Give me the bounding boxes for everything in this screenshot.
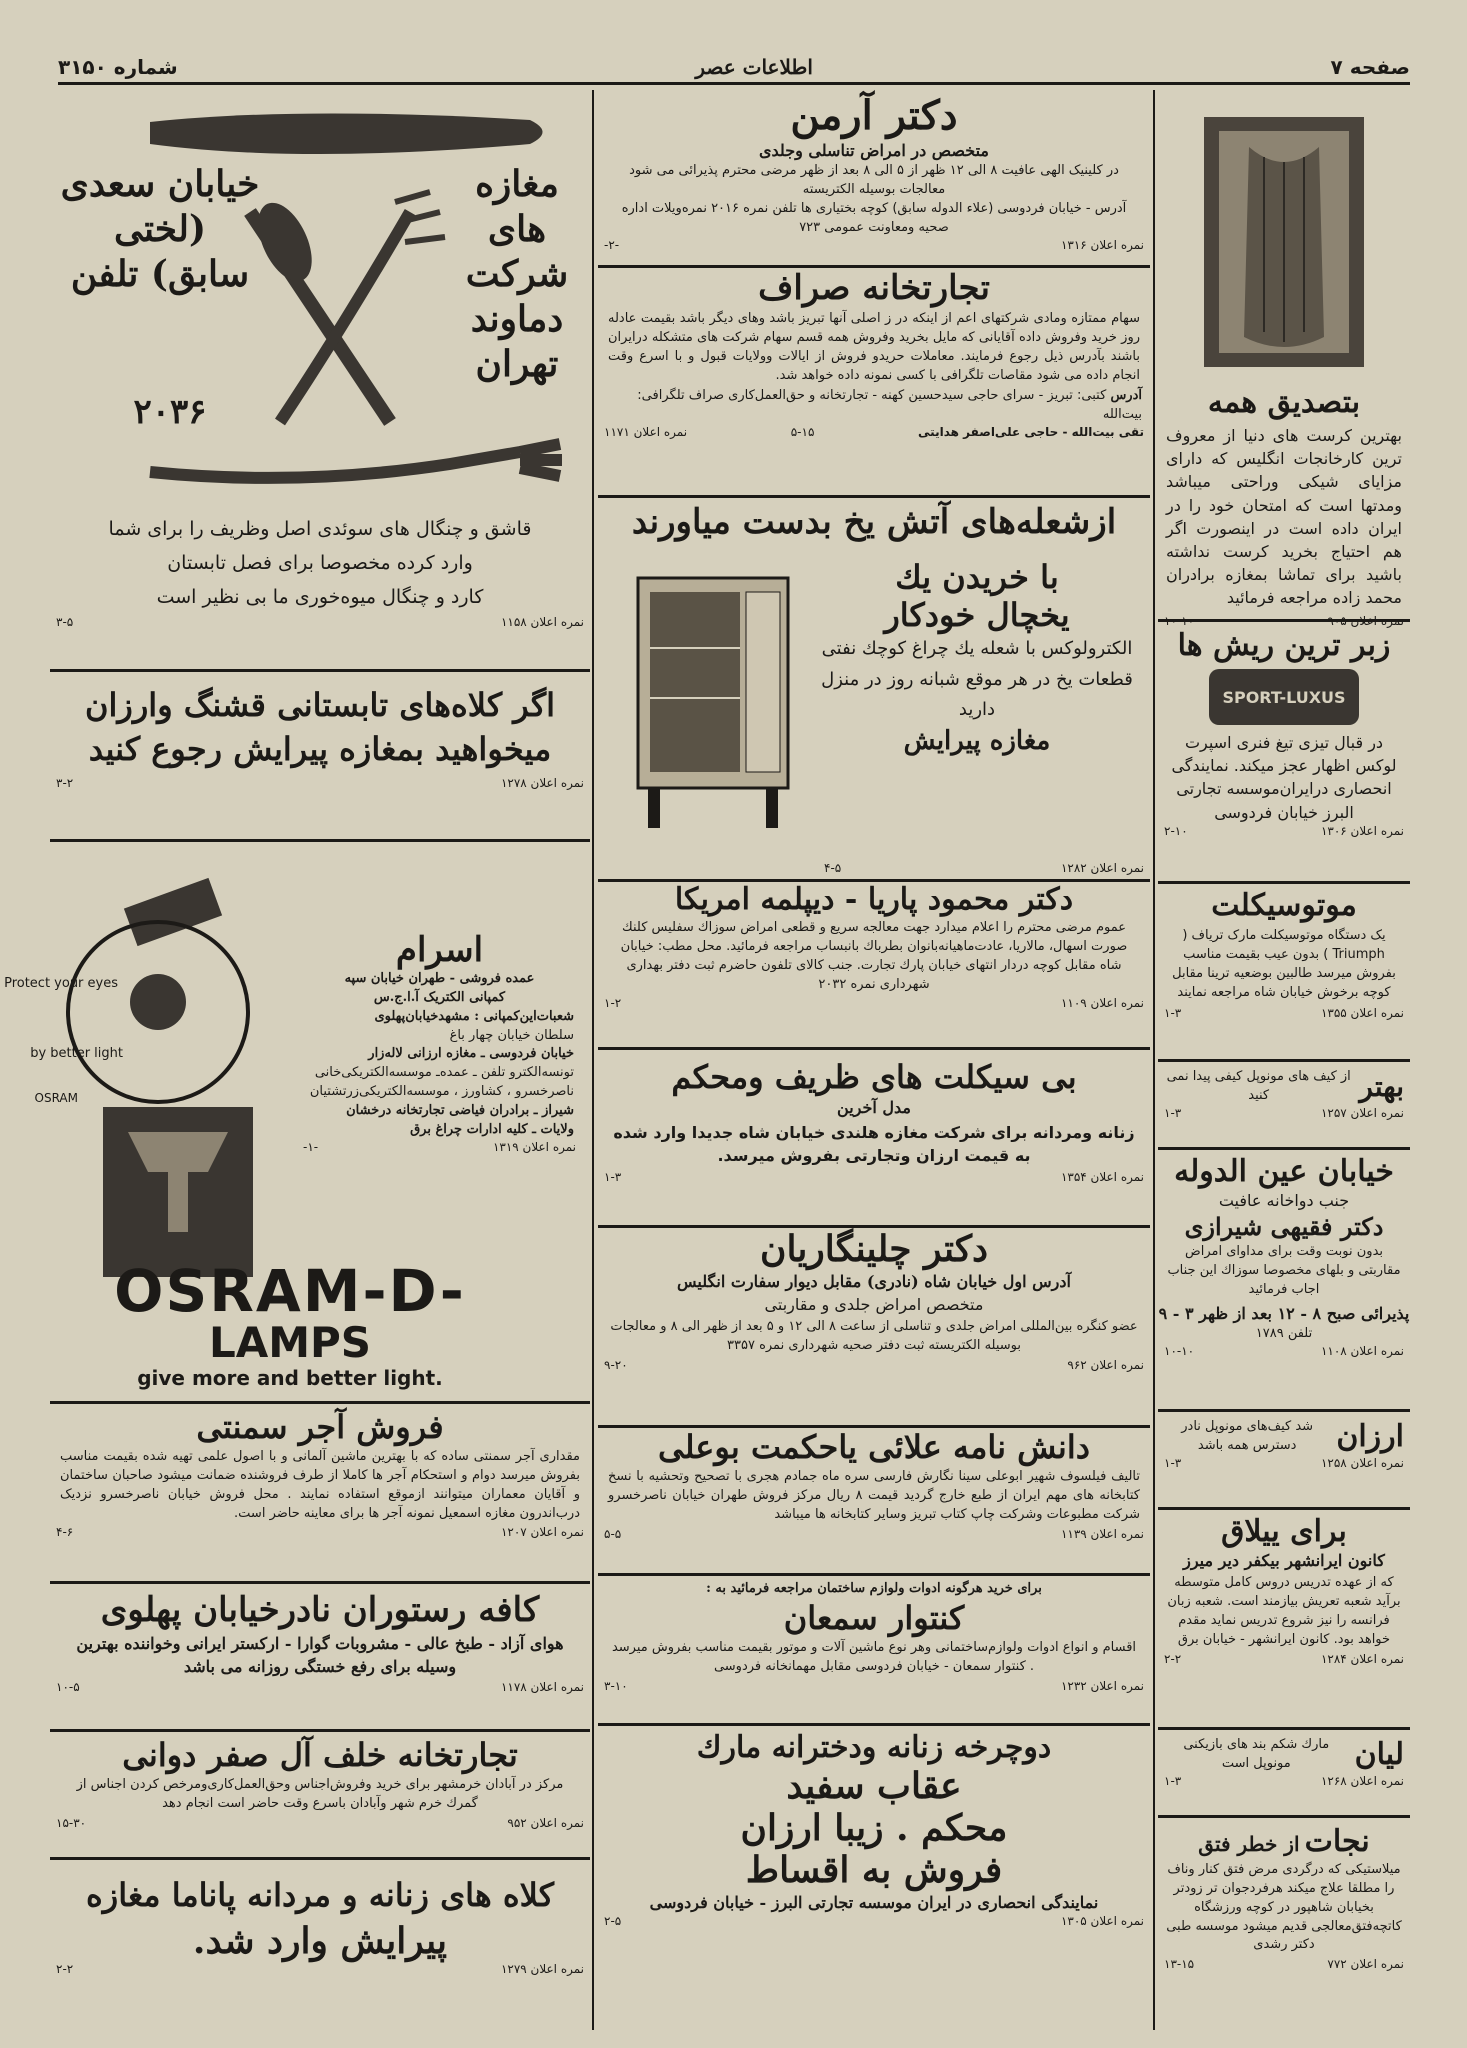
hats-line2: میخواهید بمغازه پیرایش رجوع کنید bbox=[88, 730, 552, 768]
cutlery-line3: کارد و چنگال میوه‌خوری ما بی نظیر است bbox=[156, 586, 484, 609]
osram-line1: عمده فروشی - طهران خیابان سپه bbox=[344, 971, 535, 986]
safar-body: مرکز در آبادان خرمشهر برای خرید وفروش‌اجناس وحق‌العمل‌کاری‌ومرخص کردن اجناس از گمرك خرم شهر وآبادان باسرع وقت حاضر است انجام دهد bbox=[76, 1777, 564, 1811]
lian-ad-number: نمره اعلان ۱۲۶۸ bbox=[1320, 1773, 1404, 1788]
safar-ad bbox=[50, 1732, 590, 1860]
panama-line1: کلاه های زنانه و مردانه پاناما مغازه bbox=[86, 1876, 554, 1914]
bulb-text-2: by better light bbox=[30, 1046, 123, 1061]
osram-ad-code: -۱- bbox=[303, 1139, 319, 1154]
osram-ad-number: نمره اعلان ۱۳۱۹ bbox=[492, 1139, 576, 1154]
corset-title: بتصدیق همه bbox=[1207, 385, 1361, 420]
better-ad-code: ۱-۳ bbox=[1164, 1105, 1182, 1120]
osram-line4: سلطان‌ خیابان چهار باغ bbox=[449, 1027, 574, 1043]
daneshname-body: تالیف فیلسوف شهیر ابوعلی سینا نگارش فارسی سره ماه جمادم هجری با تصحیح وتحشیه با نسخ کتابخانه های مهم ایران از طبع خارج گردید قیمت ۸ ریال مرکز فروش طهران خیابان ناصرخسرو شرکت مطبوعات وشرکت چاپ کتاب تبریز وسایر کتابخانه ها میباشد bbox=[608, 1469, 1140, 1522]
cutlery-ad-number: نمره اعلان ۱۱۵۸ bbox=[500, 614, 584, 629]
panama-ad-number: نمره اعلان ۱۲۷۹ bbox=[500, 1962, 584, 1976]
column-rule-right bbox=[1153, 90, 1155, 2030]
osram-tagline: give more and better light. bbox=[137, 1366, 443, 1391]
sarraf-ad bbox=[598, 268, 1150, 498]
sarraf-names: تقی بیت‌الله - حاجی علی‌اصفر هدایتی bbox=[918, 425, 1144, 440]
cutlery-right-title: خیابان سعدی (لختی سابق) تلفن bbox=[60, 163, 260, 295]
motorcycle-ad-number: نمره اعلان ۱۳۵۵ bbox=[1320, 1006, 1404, 1021]
brick-ad-code: ۴-۶ bbox=[56, 1525, 74, 1540]
cafe-ad-code: ۱۰-۵ bbox=[56, 1680, 80, 1695]
daneshname-title: دانش نامه علائی یاحکمت بوعلی bbox=[658, 1428, 1090, 1466]
ein-doleh-phone: تلفن ۱۷۸۹ bbox=[1255, 1325, 1313, 1341]
hernia-ad-number: نمره اعلان ۷۷۲ bbox=[1327, 1957, 1404, 1972]
osram-line2: کمپانی الکتریک آ.ا.ج.س bbox=[373, 989, 506, 1005]
fridge-ad-number: نمره اعلان ۱۲۸۲ bbox=[1060, 861, 1144, 875]
cheap-body: شد کیف‌های مونوپل نادر دسترس همه باشد bbox=[1181, 1419, 1314, 1453]
fridge-ad-code: ۴-۵ bbox=[824, 861, 842, 875]
razor-blade-graphic bbox=[1209, 669, 1359, 725]
corset-body: بهترین کرست های دنیا از معروف ترین کارخانجات انگلیس که دارای مزایای شیکی وراحتی میباشد ومدتها است که امتحان خود را در ایران داده است در اینصورت اگر هم احتیاج بخرید کرست نداشته باشید برای تماشا بمغازه برادران محمد زاده مراجعه فرمائید bbox=[1166, 426, 1402, 608]
bicycle-ad bbox=[598, 1050, 1150, 1228]
semaan-ad bbox=[598, 1576, 1150, 1726]
lian-title: لیان bbox=[1354, 1737, 1404, 1773]
semaan-title: کنتوار سمعان bbox=[783, 1598, 965, 1637]
razor-ad bbox=[1158, 622, 1410, 884]
paria-ad-number: نمره اعلان ۱۱۰۹ bbox=[1060, 996, 1144, 1011]
fridge-illustration bbox=[628, 568, 798, 838]
lian-body: مارك شکم بند های بازیکنی مونوپل است bbox=[1183, 1737, 1330, 1771]
chelingar-title: دکتر چلینگاریان bbox=[760, 1228, 988, 1270]
semaan-body: اقسام و انواع ادوات ولوازم‌ساختمانی وهر نوع ماشین آلات و موتور بقیمت مناسب بفروش میرسد . کنتوار سمعان - خیابان فردوسی مقابل مهمانخانه فردوسی bbox=[611, 1639, 1137, 1674]
panama-line2: پیرایش وارد شد. bbox=[192, 1920, 448, 1962]
cutlery-phone: ۲۰۳۶ bbox=[133, 392, 207, 432]
yeylagh-ad-number: نمره اعلان ۱۲۸۴ bbox=[1320, 1651, 1404, 1666]
bicycle-subtitle: مدل آخرین bbox=[837, 1098, 911, 1117]
ein-doleh-ad bbox=[1158, 1150, 1410, 1412]
osram-line5: خیابان فردوسی ـ مغازه ارزانی لاله‌زار bbox=[368, 1046, 574, 1062]
osram-line6: تونسه‌الکترو تلفن ـ عمده‌ـ موسسه‌الکتریکی‌خانی bbox=[314, 1065, 574, 1081]
daneshname-ad-code: ۵-۵ bbox=[604, 1526, 622, 1541]
osram-line3: شعبات‌این‌کمپانی : مشهد‌خیابان‌پهلوی bbox=[374, 1008, 574, 1024]
armen-subtitle: متخصص در امراض تناسلی وجلدی bbox=[759, 141, 989, 160]
cheap-title: ارزان bbox=[1336, 1419, 1404, 1455]
hernia-ad-code: ۱۳-۱۵ bbox=[1164, 1957, 1195, 1972]
daneshname-ad bbox=[598, 1428, 1150, 1576]
sarraf-ad-number: نمره اعلان ۱۱۷۱ bbox=[604, 425, 688, 440]
paria-title: دکتر محمود پاریا - دیپلمه امریکا bbox=[674, 882, 1074, 917]
motorcycle-title: موتوسیکلت bbox=[1211, 888, 1357, 923]
chelingar-ad-number: نمره اعلان ۹۶۲ bbox=[1067, 1358, 1144, 1373]
brick-ad bbox=[50, 1404, 590, 1584]
osram-title: اسرام bbox=[395, 930, 484, 970]
better-body: از کیف های مونوپل کیفی پیدا نمی کنید bbox=[1166, 1069, 1351, 1103]
cafe-ad-number: نمره اعلان ۱۱۷۸ bbox=[500, 1680, 584, 1695]
safar-ad-code: ۱۵-۳۰ bbox=[56, 1815, 87, 1830]
osram-line8: شیراز ـ برادران فیاضی تجارتخانه درخشان bbox=[346, 1102, 574, 1118]
sarraf-address: کتبی: تبریز - سرای حاجی سیدحسین کهنه - تجارتخانه و حق‌العمل‌کاری صراف تلگرافی: بیت‌الله bbox=[637, 388, 1142, 423]
ein-doleh-line1: جنب دواخانه عافیت bbox=[1218, 1191, 1350, 1210]
armen-title: دکتر آرمن bbox=[790, 92, 958, 139]
armen-body: در کلینیک الهی عافیت ۸ الی ۱۲ ظهر از ۵ الی ۸ بعد از ظهر مرضی محترم پذیرائی می شود معالجات بوسیله الکتریسته bbox=[629, 163, 1119, 198]
panama-ad bbox=[50, 1860, 590, 2018]
osram-logo bbox=[90, 1257, 490, 1391]
newspaper-name: اطلاعات عصر bbox=[695, 55, 813, 79]
motorcycle-body: یک دستگاه موتوسیکلت مارک تریاف ( Triumph ) بدون عیب بقیمت مناسب بفروش میرسد طالبین بوضعیه ترینا مقابل کوچه برخوش خیابان شاه مراجعه نمایند bbox=[1172, 928, 1396, 1000]
hats-ad-code: ۳-۲ bbox=[56, 776, 74, 790]
paria-body: عموم مرضی محترم را اعلام میدارد جهت معالجه سریع و قطعی امراض سوزاك سفلیس کلنك صورت اسهال، مالاریا، عادت‌ماهیانه‌بانوان بطرباك بانبساب مراجعه فرمائید. محل مطب: خیابان شاه مقابل کوچه دردار انتهای خیابان پارك تجارت. جنب کالای تلفون حاضرم ثبت دفتر بهداری شهرداری نمره ۲۰۳۲ bbox=[620, 920, 1128, 992]
sarraf-title: تجارتخانه صراف bbox=[758, 268, 990, 308]
brick-body: مقداری آجر سمنتی ساده که با بهترین ماشین آلمانی و با اصول علمی تهیه شده بقیمت مناسب بفروش میرسد دوام و استحکام آجر ها کاملا از طرف فروشنده ضمانت میشود صاحبان ساختمان و آقایان معماران میتوانند ازموقع استفاده نمایند . محل فروش خیابان ناصرخسرو نزدیک درب‌اندرون مغازه اسمعیل نمونه آجر ها برای معاینه حاضر است. bbox=[60, 1449, 580, 1521]
lian-ad bbox=[1158, 1730, 1410, 1818]
motorcycle-ad bbox=[1158, 884, 1410, 1062]
okab-line3: محکم . زیبا ارزان bbox=[740, 1807, 1008, 1849]
cutlery-line2: وارد کرده مخصوصا برای فصل تابستان bbox=[167, 552, 473, 575]
paria-ad-code: ۱-۲ bbox=[604, 996, 622, 1011]
better-ad-number: نمره اعلان ۱۲۵۷ bbox=[1320, 1105, 1404, 1120]
fridge-shop: مغازه پیرایش bbox=[903, 725, 1051, 756]
cafe-body: هوای آزاد - طبخ عالی - مشروبات گوارا - ارکستر ایرانی وخواننده بهترین وسیله برای رفع خستگی روزانه می باشد bbox=[76, 1634, 564, 1677]
cheap-ad bbox=[1158, 1412, 1410, 1510]
okab-line1: دوچرخه زنانه ودخترانه مارك bbox=[696, 1730, 1052, 1765]
armen-address: آدرس - خیابان فردوسی (علاء الدوله سابق) کوچه بختیاری ها تلفن نمره ۲۰۱۶ نمره‌ویلات اداره صحیه ومعاونت عمومی ۷۲۳ bbox=[621, 200, 1127, 235]
okab-line2: عقاب سفید bbox=[786, 1765, 962, 1807]
semaan-ad-number: نمره اعلان ۱۲۳۲ bbox=[1060, 1678, 1144, 1693]
cafe-ad bbox=[50, 1584, 590, 1732]
cutlery-ad bbox=[50, 92, 590, 672]
razor-blade-text: SPORT-LUXUS bbox=[1222, 687, 1346, 707]
motorcycle-ad-code: ۱-۳ bbox=[1164, 1006, 1182, 1021]
fridge-line2: یخچال خودکار bbox=[884, 596, 1070, 634]
daneshname-ad-number: نمره اعلان ۱۱۳۹ bbox=[1060, 1526, 1144, 1541]
osram-line9: ولایات ـ کلیه ادارات چراغ برق bbox=[410, 1121, 574, 1137]
hernia-body: میلاستیکی که درگردی مرض فتق کنار وناف را مطلقا علاج میکند هرفردجوان تر زودتر بخیابان شاهپور در کوچه ورزشگاه کاتچه‌فتق‌معالجی قدیم میشود موسسه طبی دکتر رشدی bbox=[1166, 1862, 1402, 1953]
bulb-text-1: Protect your eyes bbox=[4, 976, 118, 991]
light-bulb-illustration bbox=[4, 882, 308, 1302]
chelingar-body: عضو کنگره بین‌المللی امراض جلدی و تناسلی از ساعت ۸ الی ۱۲ و ۵ بعد از ظهر الی ۸ و معالجات بوسیله الکتریسته ثبت دفتر صحیه شهرداری نمره ۳۳۵۷ bbox=[610, 1319, 1138, 1354]
page-header bbox=[58, 52, 1410, 85]
corset-ad-code: ۱۰-۱۰ bbox=[1164, 613, 1195, 628]
yeylagh-title: برای ییلاق bbox=[1221, 1514, 1347, 1549]
ein-doleh-title: خیابان عین الدوله bbox=[1174, 1154, 1394, 1189]
osram-logo-lamps: LAMPS bbox=[208, 1318, 372, 1367]
sarraf-ad-code: ۵-۱۵ bbox=[790, 425, 815, 440]
fridge-ad bbox=[598, 498, 1150, 882]
osram-logo-text: OSRAM-D- bbox=[114, 1257, 466, 1325]
fridge-body: الکترولوکس با شعله یك چراغ کوچك نفتی قطعات یخ در هر موقع شبانه روز در منزل دارید bbox=[821, 638, 1133, 721]
cutlery-ad-code: ۳-۵ bbox=[56, 614, 74, 629]
razor-body: در قبال تیزی تیغ فنری اسپرت لوکس اظهار عجز میکند. نمایندگی انحصاری درایران‌موسسه تجارتی البرز خیابان فردوسی bbox=[1171, 733, 1397, 822]
okab-line4: فروش به اقساط bbox=[745, 1849, 1003, 1891]
hats-ad bbox=[50, 672, 590, 842]
chelingar-ad-code: ۹-۲۰ bbox=[604, 1358, 628, 1373]
brick-ad-number: نمره اعلان ۱۲۰۷ bbox=[500, 1525, 584, 1540]
fridge-title: ازشعله‌های آتش یخ بدست میاورند bbox=[631, 502, 1117, 542]
cheap-ad-code: ۱-۳ bbox=[1164, 1455, 1182, 1470]
okab-footer: نمایندگی انحصاری در ایران موسسه تجارتی البرز - خیابان فردوسی bbox=[649, 1893, 1099, 1912]
better-ad bbox=[1158, 1062, 1410, 1150]
semaan-top: برای خرید هرگونه ادوات ولوازم ساختمان مراجعه فرمائید به : bbox=[706, 1581, 1042, 1596]
semaan-ad-code: ۳-۱۰ bbox=[604, 1678, 628, 1693]
bulb-brand: OSRAM bbox=[34, 1091, 78, 1105]
cutlery-left-title: مغازه های شرکت دماوند تهران bbox=[465, 163, 569, 385]
bicycle-ad-number: نمره اعلان ۱۳۵۴ bbox=[1060, 1169, 1144, 1184]
corset-ad-number: نمره اعلان ۹۰۵ bbox=[1327, 613, 1404, 628]
hats-line1: اگر کلاه‌های تابستانی قشنگ وارزان bbox=[85, 686, 555, 724]
cheap-ad-number: نمره اعلان ۱۲۵۸ bbox=[1320, 1455, 1404, 1470]
okab-ad-code: ۲-۵ bbox=[604, 1914, 622, 1929]
yeylagh-body: که از عهده تدریس دروس کامل متوسطه برآید شعبه تعریش بیازمند است. شعبه زبان فرانسه را نیز شروع تدریس نماید مقدم خواهد بود. کانون ایرانشهر - خیابان برق bbox=[1167, 1575, 1401, 1647]
hernia-ad bbox=[1158, 1818, 1410, 2018]
chelingar-ad bbox=[598, 1228, 1150, 1428]
bicycle-title: بی سیکلت های ظریف ومحکم bbox=[671, 1058, 1077, 1096]
chelingar-specialty: متخصص امراض جلدی و مقاربتی bbox=[764, 1295, 984, 1315]
okab-ad-number: نمره اعلان ۱۳۰۵ bbox=[1060, 1914, 1144, 1929]
fridge-line1: با خریدن یك bbox=[895, 558, 1059, 596]
armen-ad bbox=[598, 92, 1150, 268]
ein-doleh-hours: پذیرائی صبح ۸ - ۱۲ بعد از ظهر ۳ - ۹ bbox=[1158, 1303, 1410, 1323]
paria-ad bbox=[598, 882, 1150, 1050]
corset-ad bbox=[1158, 92, 1410, 628]
armen-ad-number: نمره اعلان ۱۳۱۶ bbox=[1060, 237, 1144, 252]
osram-ad bbox=[4, 842, 590, 1404]
bicycle-ad-code: ۱-۳ bbox=[604, 1169, 622, 1184]
razor-ad-code: ۲-۱۰ bbox=[1164, 823, 1188, 838]
razor-ad-number: نمره اعلان ۱۳۰۶ bbox=[1320, 823, 1404, 838]
okab-ad bbox=[598, 1726, 1150, 2018]
yeylagh-ad bbox=[1158, 1510, 1410, 1730]
ein-doleh-doctor: دکتر فقیهی شیرازی bbox=[1184, 1212, 1384, 1242]
hernia-subtitle: از خطر فتق bbox=[1198, 1832, 1300, 1856]
chelingar-address: آدرس اول خیابان شاه (نادری) مقابل دیوار سفارت انگلیس bbox=[677, 1272, 1071, 1291]
lian-ad-code: ۱-۳ bbox=[1164, 1773, 1182, 1788]
safar-ad-number: نمره اعلان ۹۵۲ bbox=[507, 1815, 584, 1830]
column-rule-left bbox=[592, 90, 594, 2030]
page-number: صفحه ۷ bbox=[1330, 55, 1410, 79]
cafe-title: کافه رستوران نادرخیابان پهلوی bbox=[100, 1590, 540, 1630]
safar-title: تجارتخانه خلف آل صفر دوانی bbox=[122, 1736, 518, 1774]
panama-ad-code: ۲-۲ bbox=[56, 1962, 74, 1976]
cutlery-line1: قاشق و چنگال های سوئدی اصل وظریف را برای شما bbox=[108, 518, 532, 540]
sarraf-address-label: آدرس bbox=[1110, 388, 1142, 404]
hats-ad-number: نمره اعلان ۱۲۷۸ bbox=[500, 776, 584, 790]
yeylagh-line1: کانون ایرانشهر بیکفر دیر میرز bbox=[1183, 1551, 1385, 1570]
ein-doleh-body: بدون نوبت وقت برای مداوای امراض مقاربتی و بلهای مخصوصا سوزاك این جناب اجاب فرمائید bbox=[1167, 1244, 1401, 1297]
corset-illustration bbox=[1204, 117, 1364, 367]
sarraf-body: سهام ممتازه ومادی شرکتهای اعم از اینکه در ز اصلی آنها تبریز باشد وهای دیگر باشد بقیمت عادله روز خرید وفروش داده آقایانی که مایل بخرید وفروش همه قسم سهام شرکت های متشکله درایران باشند بآدرس ذیل رجوع فرمایند. معاملات حریدو فروش از ایالات وولایات قبول و با اسرع وقت انجام داده می شود مقاصات تلگرافی با کسی نمونه داده خواهد شد. bbox=[608, 311, 1140, 383]
better-title: بهتر bbox=[1359, 1070, 1404, 1104]
ein-doleh-ad-number: نمره اعلان ۱۱۰۸ bbox=[1320, 1343, 1404, 1358]
yeylagh-ad-code: ۲-۲ bbox=[1164, 1651, 1182, 1666]
razor-title: زبر ترین ریش ها bbox=[1177, 628, 1391, 663]
ein-doleh-ad-code: ۱۰-۱۰ bbox=[1164, 1343, 1195, 1358]
brick-title: فروش آجر سمنتی bbox=[196, 1408, 444, 1446]
issue-number: شماره ۳۱۵۰ bbox=[58, 55, 178, 79]
osram-line7: ناصرخسرو ، کشاورز ، موسسه‌الکتریکی‌زرتشتیان bbox=[309, 1084, 574, 1100]
bicycle-body: زنانه ومردانه برای شرکت مغازه هلندی خیابان شاه جدیدا وارد شده به قیمت ارزان وتجارتی بفروش میرسد. bbox=[613, 1123, 1135, 1166]
hernia-title: نجات bbox=[1304, 1824, 1370, 1859]
armen-ad-code: -۲- bbox=[604, 237, 620, 252]
